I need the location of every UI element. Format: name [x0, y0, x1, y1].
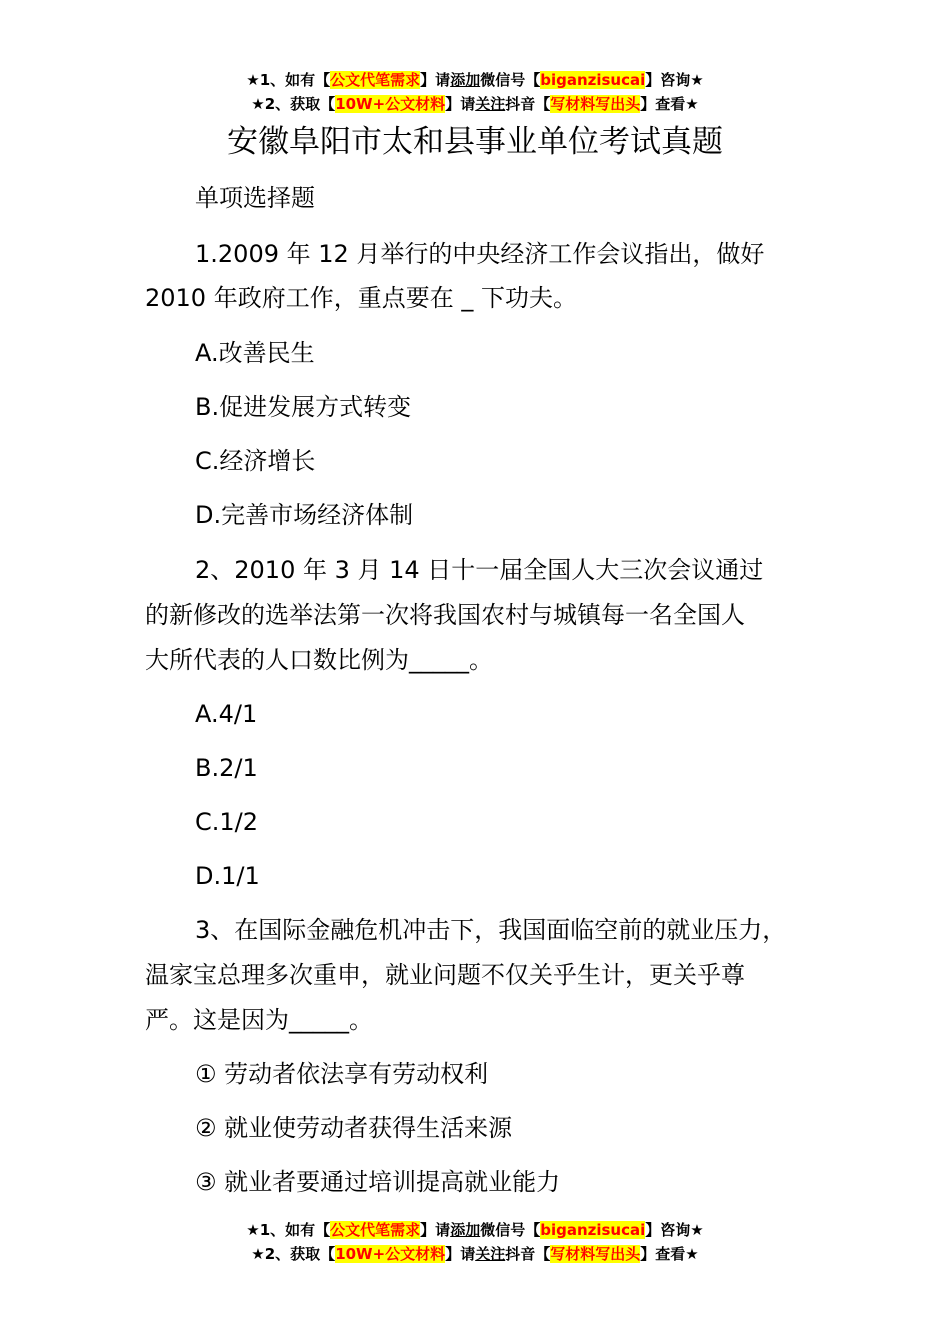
question-3-item-2: ② 就业使劳动者获得生活来源	[195, 1114, 513, 1142]
promo-text: 】请	[420, 1221, 451, 1239]
question-1-option-a: A.改善民生	[195, 339, 315, 367]
question-2-stem-line-2: 的新修改的选举法第一次将我国农村与城镇每一名全国人	[145, 601, 745, 629]
question-1-option-c: C.经济增长	[195, 447, 316, 475]
promo-text: 】请	[420, 71, 451, 89]
promo-text: ★1、如有【	[246, 1221, 331, 1239]
question-1-option-d: D.完善市场经济体制	[195, 501, 414, 529]
question-3-stem-line-2: 温家宝总理多次重申，就业问题不仅关乎生计，更关乎尊	[145, 961, 745, 989]
promo-line-2	[0, 1242, 950, 1266]
question-3-item-3: ③ 就业者要通过培训提高就业能力	[195, 1168, 561, 1196]
promo-highlight: 公文代笔需求	[330, 71, 421, 89]
question-1-stem-line-1: 1.2009 年 12 月举行的中央经济工作会议指出，做好	[195, 240, 765, 268]
promo-text: 微信号【	[480, 71, 541, 89]
section-heading: 单项选择题	[195, 184, 315, 212]
promo-text: 】请	[445, 95, 476, 113]
question-2-stem-line-1: 2、2010 年 3 月 14 日十一届全国人大三次会议通过	[195, 556, 764, 584]
promo-line-1	[0, 68, 950, 92]
promo-text: 抖音【	[505, 1245, 551, 1263]
promo-text: 】咨询★	[645, 71, 704, 89]
promo-underline: 添加	[450, 71, 481, 89]
promo-text: ★1、如有【	[246, 71, 331, 89]
promo-underline: 关注	[475, 1245, 506, 1263]
promo-banner-top	[0, 68, 950, 116]
document-title: 安徽阜阳市太和县事业单位考试真题	[227, 124, 723, 160]
promo-text: 抖音【	[505, 95, 551, 113]
promo-line-1	[0, 1218, 950, 1242]
promo-highlight: 写材料写出头	[550, 95, 641, 113]
promo-text: ★2、获取【	[251, 1245, 336, 1263]
promo-highlight: biganzisucai	[540, 1221, 646, 1239]
promo-highlight: 10W+公文材料	[335, 1245, 446, 1263]
promo-text: 】查看★	[640, 1245, 699, 1263]
promo-underline: 关注	[475, 95, 506, 113]
question-3-item-1: ① 劳动者依法享有劳动权利	[195, 1060, 489, 1088]
promo-text: ★2、获取【	[251, 95, 336, 113]
question-2-option-a: A.4/1	[195, 700, 258, 728]
promo-highlight: 写材料写出头	[550, 1245, 641, 1263]
promo-line-2	[0, 92, 950, 116]
question-1-option-b: B.促进发展方式转变	[195, 393, 412, 421]
promo-highlight: biganzisucai	[540, 71, 646, 89]
promo-text: 】查看★	[640, 95, 699, 113]
promo-underline: 添加	[450, 1221, 481, 1239]
question-2-stem-line-3: 大所代表的人口数比例为_____。	[145, 646, 493, 674]
promo-text: 微信号【	[480, 1221, 541, 1239]
question-2-option-b: B.2/1	[195, 754, 258, 782]
promo-text: 】咨询★	[645, 1221, 704, 1239]
question-1-stem-line-2: 2010 年政府工作，重点要在 _ 下功夫。	[145, 284, 577, 312]
promo-highlight: 10W+公文材料	[335, 95, 446, 113]
question-2-option-c: C.1/2	[195, 808, 259, 836]
promo-highlight: 公文代笔需求	[330, 1221, 421, 1239]
question-3-stem-line-3: 严。这是因为_____。	[145, 1006, 373, 1034]
promo-banner-bottom	[0, 1218, 950, 1266]
question-3-stem-line-1: 3、在国际金融危机冲击下，我国面临空前的就业压力，	[195, 916, 787, 944]
promo-text: 】请	[445, 1245, 476, 1263]
question-2-option-d: D.1/1	[195, 862, 260, 890]
